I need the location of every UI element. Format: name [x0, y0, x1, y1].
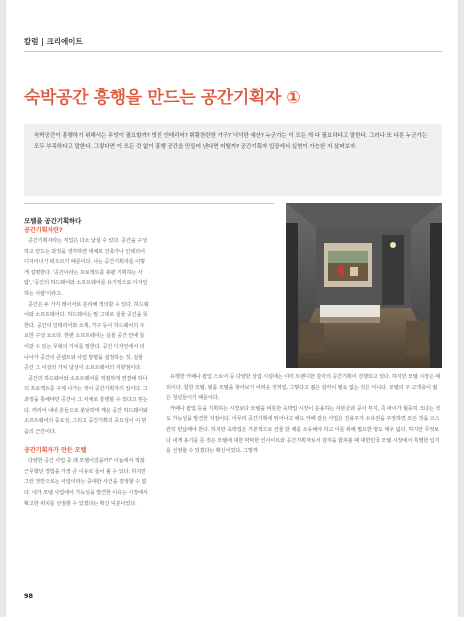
left-column [24, 216, 149, 509]
page-number: 98 [24, 592, 34, 600]
paragraph: 공간의 하드웨어와 소프트웨어를 적절하게 연결해 하나의 프로젝트를 구체 나가는 것이 공간기획자의 일이다. 그 과정을 통해야만 공간이 그 자체로 흥행할 수 있다고 믿는다. 커리어 내내 흔들으로 붓딪히며 깨운 공간 하드웨어와 소프트웨어의 중요성, 그리고 공간기획의 중요성이 이 믿음의 근간이다. [24, 375, 148, 435]
motel-room-photo [286, 203, 442, 368]
subheading: 공간기획자가 만든 모텔 [24, 447, 87, 455]
header-divider [24, 51, 442, 52]
right-column [166, 372, 442, 457]
page-title: 숙박공간 흥행을 만드는 공간기획자 ① [24, 88, 301, 108]
paragraph: 카페나 팝업 등을 기획하는 시장보다 모텔을 비롯한 숙박업 시장이 운용하는 자본금과 공사 부지, 즉 파이가 월등히 크다는 것도 가능성을 발견한 지점이다. 아무리 공간기획에 뛰어나고 해도 카페 같은 사업은 진용주가 소유권을 주장하면 모든 것을 고스란히 빈납해야 한다. 하지만 숙박업은 기본적으로 건물 한 채를 소유해야 하고 이를 위해 필요한 땅도 매우 넓다. 하지만 무엇보다 내게 용기를 준 것은 모텔에 대한 막막한 인사이트와 공간기획자로서 감각을 합쳐볼 때 대한민국 모텔 시장에서 특별한 입지를 선점할 수 있겠다는 확신이었다. 그렇게 [166, 405, 441, 455]
section-heading: 모텔을 공간기획하다 [24, 217, 82, 225]
photo-illustration [286, 203, 442, 368]
subheading: 공간기획자란? [24, 227, 63, 234]
section-label: 칼럼 | 크리에이트 [24, 37, 83, 46]
lead-text: 숙박공간이 흥행하기 위해서는 무엇이 필요할까? 멋진 인테리어? 휘황찬란한 가구? 넉넉한 예산? 누군가는 이 모든 게 다 필요하다고 말한다. 그러나 또 다른 누군가는 모두 부족하다고 말한다. 그렇다면 이 모든 것 없이 흥행 공간을 만들어 낸다면 어떨까? 공간기획자 입장에서 실현이 가능한 지 살펴보자. [34, 133, 428, 150]
paragraph: 공간은 두 가지 레이어로 분리해 정의할 수 있다. 하드웨어와 소프트웨어다. 하드웨어는 말 그대로 실물 공간을 뜻한다. 공간의 인테리어와 소재, 가구 등이 하드웨어의 주요한 구성 요소다. 한편 소프트웨어는 실물 공간 안에 들어갈 수 있는 무형의 가치를 말한다. 공간 디자인에서 더 나아가 공간의 콘셉트와 사업 방향을 설정하는 것, 실물 공간 그 이상의 가치 달성이 소프트웨어의 지향점이다. [24, 301, 149, 372]
paragraph: 다양한 공간 사업 중 왜 모텔이었을까?' 이놈에서 적잖 근무했던 경험을 가장 큰 이유로 들어 볼 수 있다. 하지만 그런 것만으로는 사업이라는 중대한 사건을 결정할 수 없다. 내가 모텔 사업에서 가능성을 발견한 이유는 시장에서 확고한 위치를 선점할 수 있겠다는 확신 덕분이었다. [24, 458, 148, 507]
section-divider [24, 203, 274, 204]
paragraph: 공간기획자라는 직업은 다소 낯설 수 있다. 공간을 구성하고 만드는 과정을 생각하면 대체로 건축가나 인테리어 디자이너가 떠오르기 때문이다. 나는 공간기획자를 이렇게 설명한다. '공간이라는 프로젝트를 총괄 기획하는 사람', '공간의 하드웨어와 소프트웨어를 유기적으로 디자인하는 사람'이라고. [24, 238, 148, 297]
document-page [6, 0, 458, 617]
paragraph: 유행한 카페나 팝업 스토어 등 다양한 상업 시설에는 이미 트렌디한 감각의 공간기획이 진행되고 있다. 하지만 모텔 시장은 예외이다. 험한 모텔, 뭣품 모텔을 찾아보기 어려운 것처럼, 그렇다고 젊은 감각이 필요 없는 것은 아니다. 모텔의 주 고객층이 젊은 청년들이기 때문이다. [166, 374, 441, 402]
lead-box [24, 124, 442, 196]
